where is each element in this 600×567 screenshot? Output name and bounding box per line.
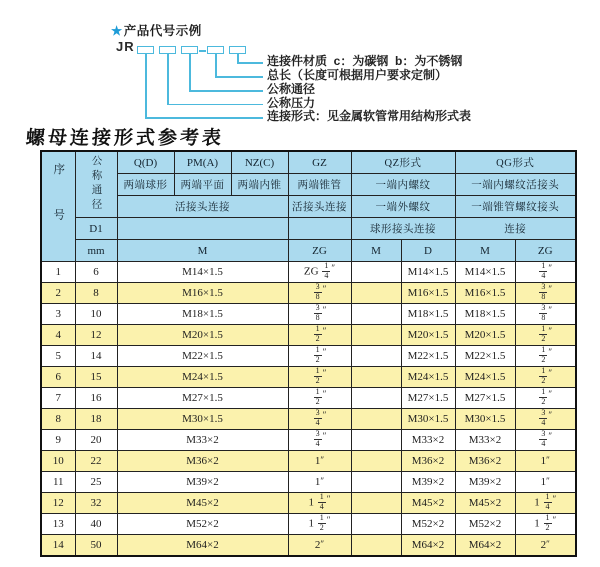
cell-seq: 11 — [41, 472, 75, 493]
cell-qg-m: M36×2 — [455, 451, 515, 472]
cell-dn: 25 — [75, 472, 117, 493]
connector-line — [237, 53, 239, 62]
cell-qg-m: M24×1.5 — [455, 367, 515, 388]
table-row — [41, 535, 576, 557]
cell-qg-zg: $\frac{1}{2}$ ″ — [515, 367, 576, 388]
cell-qg-zg: 1 $\frac{1}{4}$ ″ — [515, 493, 576, 514]
cell-qz-d: M64×2 — [401, 535, 455, 557]
connector-line — [167, 104, 263, 106]
header-sub-m: M — [117, 240, 288, 262]
header-blank-gz — [288, 218, 351, 240]
connector-line — [145, 53, 147, 117]
cell-qg-m: M27×1.5 — [455, 388, 515, 409]
table-row — [41, 262, 576, 283]
star-icon: ★ — [111, 24, 123, 38]
header-group-qd: Q(D) — [117, 151, 174, 174]
cell-m: M30×1.5 — [117, 409, 288, 430]
cell-dn: 10 — [75, 304, 117, 325]
cell-gz: ZG $\frac{1}{4}$ ″ — [288, 262, 351, 283]
header-ball-joint-qz: 球形接头连接 — [351, 218, 455, 240]
cell-dn: 50 — [75, 535, 117, 557]
cell-seq: 5 — [41, 346, 75, 367]
cell-qg-zg: 1″ — [515, 472, 576, 493]
cell-qg-zg: $\frac{3}{8}$ ″ — [515, 304, 576, 325]
product-code-heading — [111, 21, 202, 39]
cell-qz-m — [351, 325, 401, 346]
cell-dn: 14 — [75, 346, 117, 367]
cell-qg-m: M18×1.5 — [455, 304, 515, 325]
cell-qz-m — [351, 409, 401, 430]
cell-seq: 14 — [41, 535, 75, 557]
cell-m: M64×2 — [117, 535, 288, 557]
cell-qz-m — [351, 493, 401, 514]
cell-qz-d: M30×1.5 — [401, 409, 455, 430]
table-row — [41, 346, 576, 367]
table-row — [41, 409, 576, 430]
cell-seq: 6 — [41, 367, 75, 388]
table-row — [41, 493, 576, 514]
cell-seq: 9 — [41, 430, 75, 451]
cell-qg-m: M22×1.5 — [455, 346, 515, 367]
cell-gz: $\frac{3}{8}$ ″ — [288, 304, 351, 325]
cell-seq: 12 — [41, 493, 75, 514]
product-code-prefix: JR — [116, 39, 135, 54]
table-row — [41, 367, 576, 388]
cell-qg-zg: $\frac{1}{4}$ ″ — [515, 262, 576, 283]
table-row — [41, 325, 576, 346]
header-group-pma: PM(A) — [174, 151, 231, 174]
table-row — [41, 514, 576, 535]
header-sub-qz-m: M — [351, 240, 401, 262]
cell-dn: 20 — [75, 430, 117, 451]
header-d1: D1 — [75, 218, 117, 240]
header-group-qz: QZ形式 — [351, 151, 455, 174]
cell-m: M39×2 — [117, 472, 288, 493]
cell-m: M24×1.5 — [117, 367, 288, 388]
cell-m: M20×1.5 — [117, 325, 288, 346]
cell-qg-m: M39×2 — [455, 472, 515, 493]
cell-qg-zg: $\frac{1}{2}$ ″ — [515, 388, 576, 409]
cell-gz: $\frac{1}{2}$ ″ — [288, 367, 351, 388]
cell-qz-d: M16×1.5 — [401, 283, 455, 304]
cell-qz-m — [351, 346, 401, 367]
table-row — [41, 472, 576, 493]
header-dn: 公称通径 — [75, 151, 117, 218]
cell-gz: 2″ — [288, 535, 351, 557]
cell-qz-d: M14×1.5 — [401, 262, 455, 283]
cell-m: M27×1.5 — [117, 388, 288, 409]
cell-seq: 1 — [41, 262, 75, 283]
cell-qg-m: M64×2 — [455, 535, 515, 557]
cell-qz-d: M36×2 — [401, 451, 455, 472]
header-sub-qg-zg: ZG — [515, 240, 576, 262]
cell-seq: 8 — [41, 409, 75, 430]
header-sub-qg-m: M — [455, 240, 515, 262]
cell-qz-m — [351, 535, 401, 557]
header-unit: mm — [75, 240, 117, 262]
cell-dn: 15 — [75, 367, 117, 388]
cell-qz-m — [351, 472, 401, 493]
cell-qz-m — [351, 388, 401, 409]
cell-seq: 13 — [41, 514, 75, 535]
cell-qg-m: M16×1.5 — [455, 283, 515, 304]
header-ends-nzc: 两端内锥 — [231, 174, 288, 196]
cell-m: M16×1.5 — [117, 283, 288, 304]
cell-gz: $\frac{3}{8}$ ″ — [288, 283, 351, 304]
cell-qg-zg: 1″ — [515, 451, 576, 472]
cell-qg-zg: 1 $\frac{1}{2}$ ″ — [515, 514, 576, 535]
cell-qg-m: M52×2 — [455, 514, 515, 535]
cell-gz: $\frac{1}{2}$ ″ — [288, 388, 351, 409]
cell-qz-m — [351, 283, 401, 304]
header-seq: 序号 — [41, 151, 75, 262]
cell-seq: 2 — [41, 283, 75, 304]
cell-qg-m: M45×2 — [455, 493, 515, 514]
cell-qg-m: M14×1.5 — [455, 262, 515, 283]
cell-m: M52×2 — [117, 514, 288, 535]
cell-dn: 18 — [75, 409, 117, 430]
cell-gz: $\frac{1}{2}$ ″ — [288, 325, 351, 346]
cell-seq: 10 — [41, 451, 75, 472]
table-row — [41, 304, 576, 325]
code-label: 公称压力 — [267, 95, 316, 110]
table-row — [41, 283, 576, 304]
cell-seq: 4 — [41, 325, 75, 346]
cell-m: M22×1.5 — [117, 346, 288, 367]
table-row — [41, 451, 576, 472]
cell-dn: 16 — [75, 388, 117, 409]
cell-qz-d: M18×1.5 — [401, 304, 455, 325]
header-ends-qg: 一端内螺纹活接头 — [455, 174, 576, 196]
cell-qg-m: M30×1.5 — [455, 409, 515, 430]
cell-qz-m — [351, 367, 401, 388]
header-union-gz: 活接头连接 — [288, 196, 351, 218]
cell-qz-d: M24×1.5 — [401, 367, 455, 388]
nut-connection-table — [40, 150, 577, 557]
cell-dn: 8 — [75, 283, 117, 304]
connector-line — [215, 53, 217, 76]
cell-dn: 22 — [75, 451, 117, 472]
cell-gz: $\frac{3}{4}$ ″ — [288, 430, 351, 451]
cell-qg-m: M33×2 — [455, 430, 515, 451]
header-ends-qz: 一端内螺纹 — [351, 174, 455, 196]
cell-qz-m — [351, 430, 401, 451]
header-ends-gz: 两端锥管 — [288, 174, 351, 196]
cell-qz-d: M39×2 — [401, 472, 455, 493]
table-row — [41, 388, 576, 409]
cell-qz-m — [351, 304, 401, 325]
connector-line — [237, 62, 263, 64]
cell-gz: $\frac{1}{2}$ ″ — [288, 346, 351, 367]
cell-qg-zg: $\frac{3}{4}$ ″ — [515, 409, 576, 430]
cell-dn: 12 — [75, 325, 117, 346]
header-group-gz: GZ — [288, 151, 351, 174]
cell-seq: 7 — [41, 388, 75, 409]
cell-gz: 1″ — [288, 472, 351, 493]
header-ends-pma: 两端平面 — [174, 174, 231, 196]
code-label: 连接形式：见金属软管常用结构形式表 — [267, 109, 472, 123]
connector-line — [145, 117, 263, 119]
cell-m: M33×2 — [117, 430, 288, 451]
header-taper-joint-qg: 一端锥管螺纹接头 — [455, 196, 576, 218]
cell-qg-zg: $\frac{1}{2}$ ″ — [515, 325, 576, 346]
cell-qz-d: M20×1.5 — [401, 325, 455, 346]
header-sub-qz-d: D — [401, 240, 455, 262]
cell-gz: 1 $\frac{1}{2}$ ″ — [288, 514, 351, 535]
cell-qz-m — [351, 451, 401, 472]
cell-m: M45×2 — [117, 493, 288, 514]
cell-m: M18×1.5 — [117, 304, 288, 325]
cell-dn: 6 — [75, 262, 117, 283]
cell-m: M14×1.5 — [117, 262, 288, 283]
cell-qz-m — [351, 262, 401, 283]
header-union-qpn: 活接头连接 — [117, 196, 288, 218]
header-sub-zg: ZG — [288, 240, 351, 262]
cell-qg-zg: 2″ — [515, 535, 576, 557]
header-connect-qg: 连接 — [455, 218, 576, 240]
cell-dn: 40 — [75, 514, 117, 535]
cell-gz: $\frac{3}{4}$ ″ — [288, 409, 351, 430]
code-label: 总长（长度可根据用户要求定制） — [267, 68, 448, 82]
table-row — [41, 430, 576, 451]
cell-gz: 1″ — [288, 451, 351, 472]
cell-m: M36×2 — [117, 451, 288, 472]
cell-seq: 3 — [41, 304, 75, 325]
header-ends-qd: 两端球形 — [117, 174, 174, 196]
cell-qg-m: M20×1.5 — [455, 325, 515, 346]
cell-qg-zg: $\frac{1}{2}$ ″ — [515, 346, 576, 367]
cell-qz-d: M45×2 — [401, 493, 455, 514]
cell-qz-d: M22×1.5 — [401, 346, 455, 367]
page-title: 螺母连接形式参考表 — [25, 128, 225, 149]
connector-line — [189, 53, 191, 90]
connector-line — [167, 53, 169, 104]
cell-qz-m — [351, 514, 401, 535]
cell-qz-d: M52×2 — [401, 514, 455, 535]
header-blank-qpn — [117, 218, 288, 240]
cell-qg-zg: $\frac{3}{8}$ ″ — [515, 283, 576, 304]
cell-qg-zg: $\frac{3}{4}$ ″ — [515, 430, 576, 451]
cell-gz: 1 $\frac{1}{4}$ ″ — [288, 493, 351, 514]
code-dash — [199, 50, 206, 52]
header-group-qg: QG形式 — [455, 151, 576, 174]
code-label: 公称通径 — [267, 82, 316, 96]
header-group-nzc: NZ(C) — [231, 151, 288, 174]
cell-qz-d: M27×1.5 — [401, 388, 455, 409]
product-code-heading-text: 产品代号示例 — [123, 24, 202, 38]
connector-line — [189, 90, 263, 92]
connector-line — [215, 76, 263, 78]
code-label: 连接件材质 c：为碳钢 b：为不锈钢 — [267, 54, 463, 68]
header-ext-thread-qz: 一端外螺纹 — [351, 196, 455, 218]
cell-dn: 32 — [75, 493, 117, 514]
cell-qz-d: M33×2 — [401, 430, 455, 451]
